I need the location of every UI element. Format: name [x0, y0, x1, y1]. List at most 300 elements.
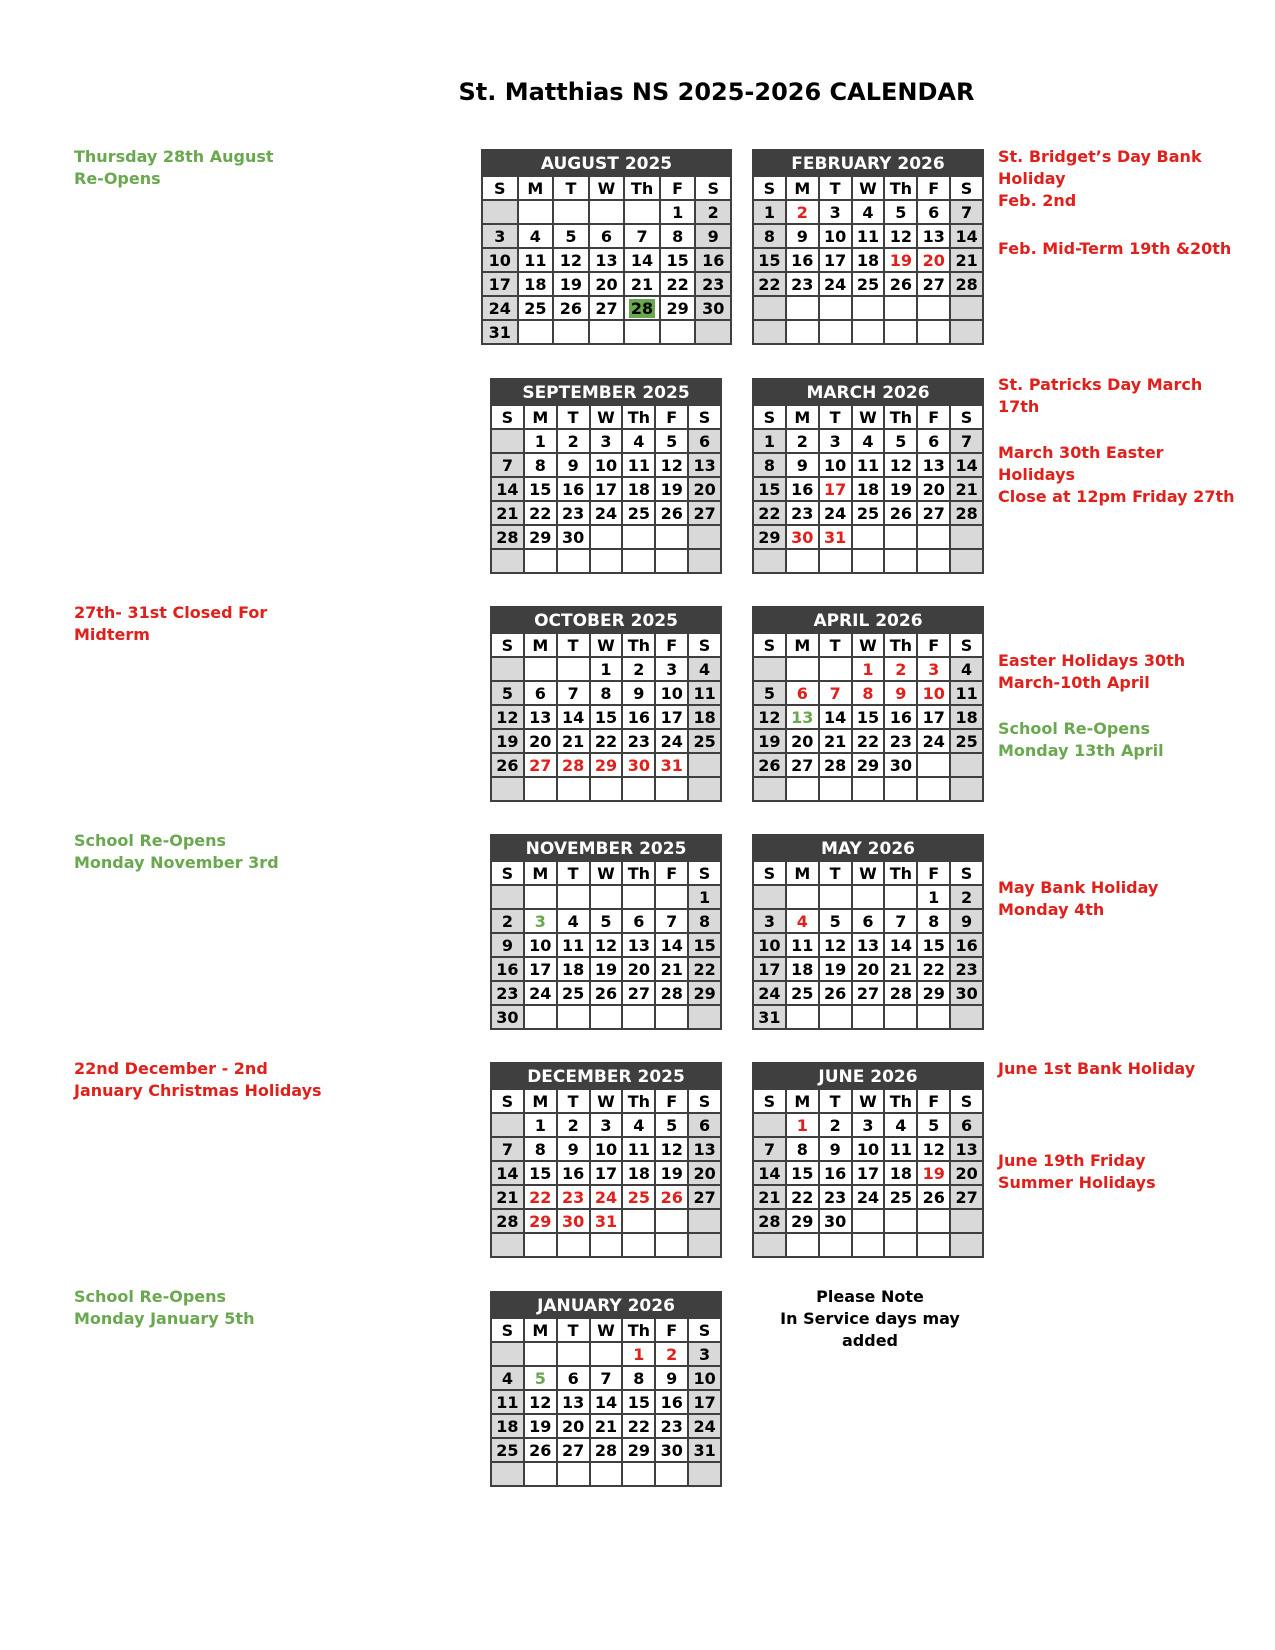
day-cell: 26 [885, 273, 916, 295]
weekday-header: S [696, 177, 730, 199]
day-cell: 2 [558, 430, 589, 452]
empty-day-cell [787, 297, 818, 319]
day-cell: 23 [787, 502, 818, 524]
empty-day-cell [656, 886, 687, 908]
day-cell: 18 [787, 958, 818, 980]
day-cell: 6 [590, 225, 624, 247]
day-cell: 27 [590, 297, 624, 319]
day-cell: 1 [525, 1114, 556, 1136]
empty-day-cell [525, 550, 556, 572]
month-calendar [490, 1062, 722, 1258]
day-cell: 18 [492, 1415, 523, 1437]
empty-day-cell [625, 321, 659, 343]
weekday-header: M [787, 177, 818, 199]
day-cell: 28 [951, 502, 982, 524]
day-cell: 8 [787, 1138, 818, 1160]
day-cell: 26 [525, 1439, 556, 1461]
weekday-header: T [554, 177, 588, 199]
empty-day-cell [754, 550, 785, 572]
day-cell: 6 [787, 682, 818, 704]
day-cell: 18 [519, 273, 553, 295]
day-cell: 25 [623, 1186, 654, 1208]
day-cell: 29 [525, 1210, 556, 1232]
day-cell: 25 [689, 730, 720, 752]
empty-day-cell [525, 1463, 556, 1485]
day-cell: 6 [853, 910, 884, 932]
empty-day-cell [754, 1114, 785, 1136]
month-days-grid [492, 860, 720, 1028]
day-cell: 29 [853, 754, 884, 776]
day-cell: 9 [951, 910, 982, 932]
day-cell: 20 [918, 478, 949, 500]
day-cell: 29 [754, 526, 785, 548]
day-cell: 3 [689, 1343, 720, 1365]
empty-day-cell [558, 886, 589, 908]
day-cell: 23 [820, 1186, 851, 1208]
day-cell: 28 [656, 982, 687, 1004]
empty-day-cell [554, 321, 588, 343]
day-cell: 21 [754, 1186, 785, 1208]
day-cell: 27 [689, 502, 720, 524]
month-calendar [752, 378, 984, 574]
day-cell: 4 [519, 225, 553, 247]
day-cell: 10 [591, 454, 622, 476]
weekday-header: S [754, 406, 785, 428]
day-cell: 17 [820, 478, 851, 500]
month-title: JUNE 2026 [818, 1067, 918, 1087]
day-cell: 3 [853, 1114, 884, 1136]
day-cell: 14 [754, 1162, 785, 1184]
day-cell: 24 [754, 982, 785, 1004]
day-cell: 27 [918, 502, 949, 524]
day-cell: 9 [885, 682, 916, 704]
day-cell: 8 [591, 682, 622, 704]
day-cell: 26 [492, 754, 523, 776]
day-cell: 15 [787, 1162, 818, 1184]
day-cell: 22 [661, 273, 695, 295]
day-cell: 17 [483, 273, 517, 295]
day-cell: 17 [754, 958, 785, 980]
empty-day-cell [951, 1210, 982, 1232]
empty-day-cell [525, 886, 556, 908]
weekday-header: M [787, 1090, 818, 1112]
month-title: MARCH 2026 [806, 383, 930, 403]
empty-day-cell [623, 1463, 654, 1485]
day-cell: 4 [853, 201, 884, 223]
day-cell: 21 [951, 249, 982, 271]
empty-day-cell [754, 321, 785, 343]
month-calendar [752, 1062, 984, 1258]
weekday-header: M [525, 862, 556, 884]
day-cell: 14 [492, 478, 523, 500]
weekday-header: S [951, 1090, 982, 1112]
day-cell: 12 [492, 706, 523, 728]
day-cell: 21 [492, 1186, 523, 1208]
empty-day-cell [492, 550, 523, 572]
day-cell: 23 [885, 730, 916, 752]
empty-day-cell [492, 1234, 523, 1256]
empty-day-cell [787, 321, 818, 343]
day-cell: 1 [754, 430, 785, 452]
day-cell: 25 [853, 273, 884, 295]
weekday-header: S [689, 862, 720, 884]
empty-day-cell [525, 658, 556, 680]
empty-day-cell [885, 1210, 916, 1232]
day-cell: 9 [558, 1138, 589, 1160]
note-apr-easter: Easter Holidays 30th March-10th April [998, 651, 1186, 692]
empty-day-cell [590, 201, 624, 223]
day-cell: 8 [525, 454, 556, 476]
empty-day-cell [591, 550, 622, 572]
day-cell: 9 [787, 225, 818, 247]
day-cell: 5 [554, 225, 588, 247]
empty-day-cell [951, 754, 982, 776]
empty-day-cell [787, 1006, 818, 1028]
empty-day-cell [689, 1463, 720, 1485]
day-cell: 24 [820, 273, 851, 295]
day-cell: 13 [590, 249, 624, 271]
empty-day-cell [492, 778, 523, 800]
day-cell: 25 [623, 502, 654, 524]
day-cell: 27 [689, 1186, 720, 1208]
month-title: SEPTEMBER 2025 [522, 383, 690, 403]
day-cell: 31 [689, 1439, 720, 1461]
day-cell: 7 [885, 910, 916, 932]
day-cell: 4 [885, 1114, 916, 1136]
weekday-header: F [918, 634, 949, 656]
day-cell: 4 [623, 1114, 654, 1136]
weekday-header: S [951, 634, 982, 656]
day-cell: 16 [558, 478, 589, 500]
day-cell: 8 [623, 1367, 654, 1389]
weekday-header: Th [623, 406, 654, 428]
empty-day-cell [787, 886, 818, 908]
day-cell: 9 [558, 454, 589, 476]
day-cell: 31 [483, 321, 517, 343]
weekday-header: T [820, 862, 851, 884]
note-feb-bridget: St. Bridget’s Day Bank Holiday Feb. 2nd [998, 147, 1202, 210]
day-cell: 20 [689, 478, 720, 500]
day-cell: 2 [885, 658, 916, 680]
day-cell [625, 297, 659, 319]
day-cell: 19 [591, 958, 622, 980]
empty-day-cell [623, 526, 654, 548]
empty-day-cell [918, 297, 949, 319]
day-cell: 14 [492, 1162, 523, 1184]
day-cell: 13 [918, 225, 949, 247]
empty-day-cell [558, 1006, 589, 1028]
month-days-grid [492, 404, 720, 572]
day-cell: 29 [787, 1210, 818, 1232]
empty-day-cell [656, 550, 687, 572]
day-cell: 8 [918, 910, 949, 932]
weekday-header: S [492, 862, 523, 884]
day-cell: 21 [625, 273, 659, 295]
empty-day-cell [951, 297, 982, 319]
empty-day-cell [951, 321, 982, 343]
day-cell: 25 [885, 1186, 916, 1208]
empty-day-cell [554, 201, 588, 223]
weekday-header: Th [623, 1319, 654, 1341]
weekday-header: Th [885, 406, 916, 428]
weekday-header: Th [885, 177, 916, 199]
weekday-header: F [656, 406, 687, 428]
weekday-header: W [853, 862, 884, 884]
day-cell: 7 [951, 201, 982, 223]
day-cell: 17 [591, 478, 622, 500]
day-cell: 29 [918, 982, 949, 1004]
day-cell: 27 [525, 754, 556, 776]
day-cell: 6 [689, 430, 720, 452]
day-cell: 8 [689, 910, 720, 932]
weekday-header: M [525, 1090, 556, 1112]
day-cell: 19 [820, 958, 851, 980]
empty-day-cell [689, 754, 720, 776]
weekday-header: Th [623, 862, 654, 884]
weekday-header: Th [625, 177, 659, 199]
weekday-header: M [525, 634, 556, 656]
day-cell: 1 [853, 658, 884, 680]
note-nov-reopen: School Re-Opens Monday November 3rd [74, 831, 279, 872]
day-cell: 4 [623, 430, 654, 452]
weekday-header: S [492, 1319, 523, 1341]
weekday-header: S [754, 862, 785, 884]
day-cell: 26 [656, 1186, 687, 1208]
empty-day-cell [918, 1234, 949, 1256]
day-cell: 12 [656, 1138, 687, 1160]
day-cell: 26 [918, 1186, 949, 1208]
empty-day-cell [558, 778, 589, 800]
day-cell: 7 [951, 430, 982, 452]
empty-day-cell [689, 1006, 720, 1028]
weekday-header: F [918, 862, 949, 884]
empty-day-cell [951, 1234, 982, 1256]
day-cell: 13 [853, 934, 884, 956]
day-cell: 25 [853, 502, 884, 524]
day-cell: 9 [696, 225, 730, 247]
empty-day-cell [519, 201, 553, 223]
day-cell: 13 [689, 454, 720, 476]
weekday-header: T [558, 406, 589, 428]
empty-day-cell [820, 321, 851, 343]
day-cell: 24 [656, 730, 687, 752]
empty-day-cell [754, 778, 785, 800]
weekday-header: S [483, 177, 517, 199]
day-cell: 28 [951, 273, 982, 295]
day-cell: 13 [623, 934, 654, 956]
day-cell: 20 [853, 958, 884, 980]
empty-day-cell [853, 550, 884, 572]
day-cell: 29 [623, 1439, 654, 1461]
empty-day-cell [623, 886, 654, 908]
day-cell: 3 [483, 225, 517, 247]
day-cell: 2 [492, 910, 523, 932]
day-cell: 24 [689, 1415, 720, 1437]
day-cell: 30 [951, 982, 982, 1004]
month-title: MAY 2026 [821, 839, 915, 859]
day-cell: 23 [696, 273, 730, 295]
day-cell: 14 [820, 706, 851, 728]
day-cell: 25 [492, 1439, 523, 1461]
weekday-header: T [820, 634, 851, 656]
day-cell: 17 [591, 1162, 622, 1184]
weekday-header: Th [885, 634, 916, 656]
day-cell: 20 [787, 730, 818, 752]
month-calendar [752, 606, 984, 802]
day-cell: 3 [591, 1114, 622, 1136]
month-days-grid [754, 175, 982, 343]
day-cell: 5 [525, 1367, 556, 1389]
day-cell: 3 [820, 430, 851, 452]
empty-day-cell [885, 321, 916, 343]
empty-day-cell [885, 550, 916, 572]
empty-day-cell [558, 1234, 589, 1256]
day-cell: 26 [554, 297, 588, 319]
day-cell: 21 [558, 730, 589, 752]
day-cell: 18 [623, 478, 654, 500]
day-cell: 23 [951, 958, 982, 980]
empty-day-cell [754, 886, 785, 908]
empty-day-cell [885, 297, 916, 319]
empty-day-cell [853, 886, 884, 908]
weekday-header: W [590, 177, 624, 199]
empty-day-cell [918, 1006, 949, 1028]
day-cell: 31 [820, 526, 851, 548]
day-cell: 30 [820, 1210, 851, 1232]
day-cell: 20 [951, 1162, 982, 1184]
day-cell: 30 [885, 754, 916, 776]
day-cell: 13 [558, 1391, 589, 1413]
empty-day-cell [853, 778, 884, 800]
empty-day-cell [656, 1463, 687, 1485]
day-cell: 1 [591, 658, 622, 680]
weekday-header: M [525, 1319, 556, 1341]
month-calendar [490, 834, 722, 1030]
day-cell: 7 [591, 1367, 622, 1389]
day-cell: 28 [591, 1439, 622, 1461]
day-cell: 15 [853, 706, 884, 728]
day-cell: 6 [525, 682, 556, 704]
weekday-header: F [656, 634, 687, 656]
please-note: Please Note In Service days may added [780, 1287, 960, 1350]
month-days-grid [754, 860, 982, 1028]
day-cell: 19 [492, 730, 523, 752]
note-jun-bank: June 1st Bank Holiday [998, 1059, 1196, 1078]
empty-day-cell [820, 1006, 851, 1028]
day-cell: 20 [623, 958, 654, 980]
day-cell: 16 [696, 249, 730, 271]
day-cell: 2 [558, 1114, 589, 1136]
day-cell: 11 [623, 454, 654, 476]
day-cell: 19 [554, 273, 588, 295]
weekday-header: W [853, 634, 884, 656]
weekday-header: S [951, 177, 982, 199]
empty-day-cell [787, 778, 818, 800]
day-cell: 7 [754, 1138, 785, 1160]
day-cell: 11 [787, 934, 818, 956]
month-days-grid [483, 175, 730, 343]
day-cell: 30 [492, 1006, 523, 1028]
note-jan-reopen: School Re-Opens Monday January 5th [74, 1287, 255, 1328]
day-cell: 17 [853, 1162, 884, 1184]
day-cell: 13 [689, 1138, 720, 1160]
weekday-header: S [492, 634, 523, 656]
day-cell: 1 [787, 1114, 818, 1136]
day-cell: 5 [656, 430, 687, 452]
day-cell: 10 [918, 682, 949, 704]
day-cell: 26 [591, 982, 622, 1004]
empty-day-cell [483, 201, 517, 223]
weekday-header: S [689, 634, 720, 656]
day-cell: 11 [853, 225, 884, 247]
day-cell: 7 [625, 225, 659, 247]
empty-day-cell [689, 526, 720, 548]
empty-day-cell [853, 1006, 884, 1028]
weekday-header: T [820, 1090, 851, 1112]
day-cell: 8 [853, 682, 884, 704]
day-cell: 5 [918, 1114, 949, 1136]
weekday-header: M [787, 406, 818, 428]
day-cell: 9 [492, 934, 523, 956]
empty-day-cell [918, 526, 949, 548]
day-cell: 25 [558, 982, 589, 1004]
day-cell: 22 [853, 730, 884, 752]
day-cell: 11 [519, 249, 553, 271]
empty-day-cell [951, 526, 982, 548]
day-cell: 3 [656, 658, 687, 680]
day-cell: 27 [558, 1439, 589, 1461]
day-cell: 2 [623, 658, 654, 680]
empty-day-cell [754, 1234, 785, 1256]
weekday-header: S [754, 1090, 785, 1112]
day-cell: 24 [525, 982, 556, 1004]
empty-day-cell [820, 550, 851, 572]
weekday-header: T [558, 862, 589, 884]
month-days-grid [754, 404, 982, 572]
empty-day-cell [558, 550, 589, 572]
day-cell: 15 [918, 934, 949, 956]
day-cell: 2 [787, 430, 818, 452]
empty-day-cell [656, 1006, 687, 1028]
empty-day-cell [591, 1006, 622, 1028]
day-cell: 15 [591, 706, 622, 728]
day-cell: 19 [918, 1162, 949, 1184]
day-cell: 14 [591, 1391, 622, 1413]
day-cell: 12 [525, 1391, 556, 1413]
day-cell: 20 [918, 249, 949, 271]
day-cell: 16 [820, 1162, 851, 1184]
day-cell: 12 [754, 706, 785, 728]
day-cell: 1 [754, 201, 785, 223]
day-cell: 5 [656, 1114, 687, 1136]
day-cell: 6 [623, 910, 654, 932]
day-cell: 8 [525, 1138, 556, 1160]
day-cell: 4 [492, 1367, 523, 1389]
day-cell: 14 [625, 249, 659, 271]
empty-day-cell [885, 526, 916, 548]
weekday-header: F [656, 862, 687, 884]
weekday-header: F [918, 406, 949, 428]
empty-day-cell [519, 321, 553, 343]
empty-day-cell [696, 321, 730, 343]
empty-day-cell [918, 321, 949, 343]
day-cell: 13 [951, 1138, 982, 1160]
day-cell: 13 [918, 454, 949, 476]
day-cell: 3 [591, 430, 622, 452]
day-cell: 15 [754, 249, 785, 271]
day-cell: 16 [558, 1162, 589, 1184]
empty-day-cell [689, 1234, 720, 1256]
